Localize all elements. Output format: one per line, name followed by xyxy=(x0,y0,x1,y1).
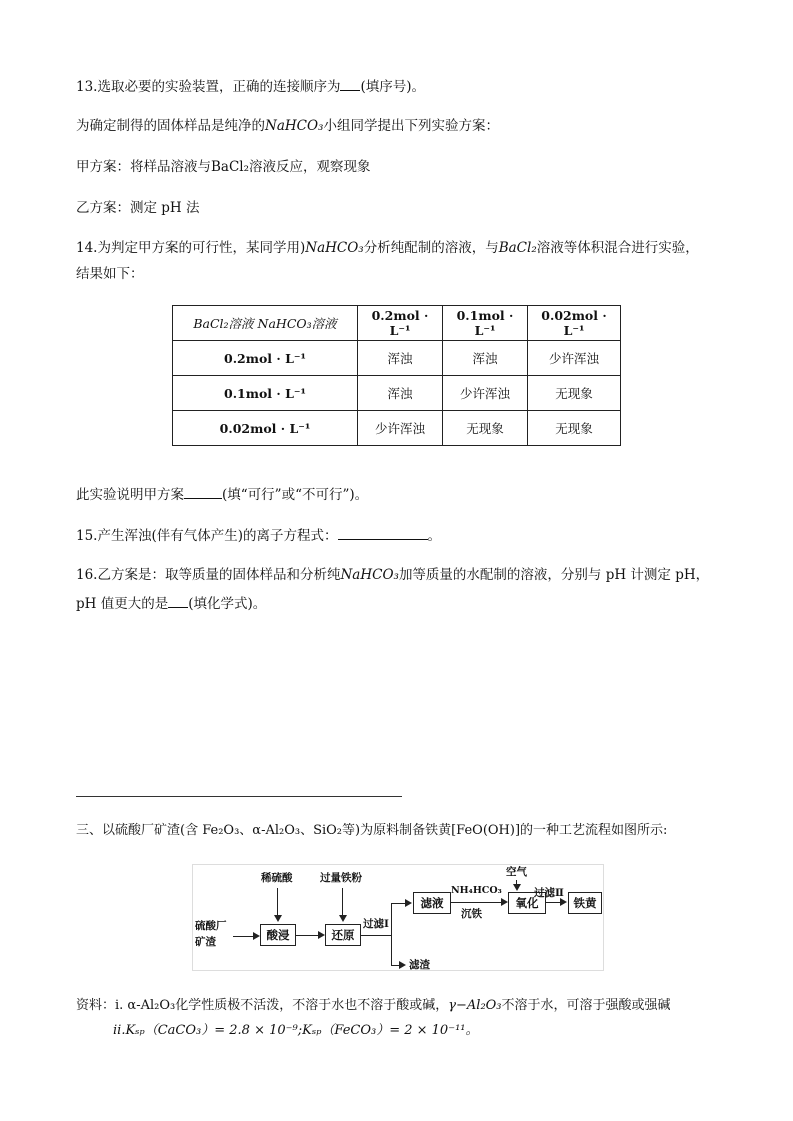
answer-blank xyxy=(168,593,188,608)
section-separator xyxy=(76,796,402,797)
q16-line2-text-b: (填化学式)。 xyxy=(188,596,267,612)
reagent-label-3: NH₄HCO₃ xyxy=(451,885,502,896)
residue-label: 滤渣 xyxy=(409,959,430,971)
table-cell: 少许浑浊 xyxy=(358,411,443,446)
arrow-head xyxy=(560,898,567,906)
row-label: 0.2mol · L⁻¹ xyxy=(173,341,358,376)
arrow-line xyxy=(451,902,503,903)
input-label-1: 硫酸厂 xyxy=(195,920,227,932)
reagent-label-1: 稀硫酸 xyxy=(261,872,293,884)
info-line-1 xyxy=(76,997,671,1015)
step-reduction: 还原 xyxy=(325,924,361,946)
table-cell: 无现象 xyxy=(528,411,621,446)
results-table xyxy=(172,305,621,446)
col-header: 0.1mol · L⁻¹ xyxy=(443,306,528,341)
q14-formula: NaHCO₃ xyxy=(305,240,364,256)
q16-text-b: 加等质量的水配制的溶液，分别与 pH 计测定 pH， xyxy=(398,567,710,583)
row-label: 0.02mol · L⁻¹ xyxy=(173,411,358,446)
intro-formula: NaHCO₃ xyxy=(265,118,324,134)
input-label-2: 矿渣 xyxy=(195,936,216,948)
plan-b: 乙方案：测定 pH 法 xyxy=(76,200,200,216)
q15-text-b: 。 xyxy=(427,528,442,544)
table-corner-cell xyxy=(173,306,358,341)
arrow-line xyxy=(361,935,391,936)
arrow-line xyxy=(342,888,343,917)
arrow-line xyxy=(296,935,320,936)
info-line-2: ii.Kₛₚ（CaCO₃）= 2.8 × 10⁻⁹;Kₛₚ（FeCO₃）= 2 × 10⁻¹¹。 xyxy=(113,1023,479,1038)
arrow-head xyxy=(513,884,521,891)
q14-text-c: 溶液等体积混合进行实验， xyxy=(536,240,699,256)
table-cell: 少许浑浊 xyxy=(528,341,621,376)
table-row xyxy=(173,411,621,446)
conclusion-text-a: 此实验说明甲方案 xyxy=(76,487,184,503)
arrow-line xyxy=(233,936,255,937)
answer-blank xyxy=(338,525,428,540)
q13-text-b: (填序号)。 xyxy=(360,79,426,95)
q13-text-a: 13.选取必要的实验装置，正确的连接顺序为 xyxy=(76,79,341,95)
step-filtrate: 滤液 xyxy=(413,892,451,914)
arrow-line xyxy=(277,888,278,917)
answer-blank xyxy=(184,484,222,499)
table-cell: 浑浊 xyxy=(358,376,443,411)
table-cell: 浑浊 xyxy=(443,341,528,376)
answer-blank xyxy=(340,76,360,91)
table-cell: 无现象 xyxy=(443,411,528,446)
arrow-head xyxy=(405,899,412,907)
table-header-row xyxy=(173,306,621,341)
step-product: 铁黄 xyxy=(568,892,602,914)
question-13 xyxy=(76,76,425,96)
info-text-b: 不溶于水，可溶于强酸或强碱 xyxy=(501,998,671,1013)
col-header: 0.02mol · L⁻¹ xyxy=(528,306,621,341)
question-16-line1 xyxy=(76,566,709,584)
row-label: 0.1mol · L⁻¹ xyxy=(173,376,358,411)
reagent-action-label: 沉铁 xyxy=(461,908,482,920)
corner-bacl2: BaCl₂溶液 xyxy=(193,316,254,331)
col-header: 0.2mol · L⁻¹ xyxy=(358,306,443,341)
question-14-line2: 结果如下： xyxy=(76,266,144,282)
question-15 xyxy=(76,525,441,545)
table-cell: 无现象 xyxy=(528,376,621,411)
corner-nahco3: NaHCO₃溶液 xyxy=(257,316,337,331)
step-oxidation: 氧化 xyxy=(508,892,546,914)
q16-text-a: 16.乙方案是：取等质量的固体样品和分析纯 xyxy=(76,567,341,583)
q14-text-a: 14.为判定甲方案的可行性，某同学用) xyxy=(76,240,306,256)
arrow-head xyxy=(399,961,406,969)
section-3-intro: 三、以硫酸厂矿渣(含 Fe₂O₃、α-Al₂O₃、SiO₂等)为原料制备铁黄[FeO(OH)]的一种工艺流程如图所示: xyxy=(76,823,668,838)
branch-line xyxy=(391,903,392,965)
table-row xyxy=(173,376,621,411)
q14-formula2: BaCl₂ xyxy=(498,240,537,256)
filter-2-label: 过滤Ⅱ xyxy=(534,887,564,899)
q16-formula: NaHCO₃ xyxy=(340,567,399,583)
info-formula: γ−Al₂O₃ xyxy=(448,998,502,1013)
table-row xyxy=(173,341,621,376)
table-cell: 少许浑浊 xyxy=(443,376,528,411)
step-acid-leach: 酸浸 xyxy=(260,924,296,946)
filter-1-label: 过滤Ⅰ xyxy=(363,918,389,930)
info-text-a: 资料：i. α-Al₂O₃化学性质极不活泼，不溶于水也不溶于酸或碱， xyxy=(76,998,449,1013)
arrow-head xyxy=(274,915,282,922)
intro-text-b: 小组同学提出下列实验方案： xyxy=(323,118,499,134)
question-14-line1 xyxy=(76,239,699,257)
conclusion-text-b: (填“可行”或“不可行”)。 xyxy=(222,487,369,503)
arrow-head xyxy=(318,931,325,939)
intro-paragraph xyxy=(76,117,499,135)
arrow-head xyxy=(501,898,508,906)
reagent-label-2: 过量铁粉 xyxy=(320,872,362,884)
q14-text-b: 分析纯配制的溶液，与 xyxy=(363,240,499,256)
air-label: 空气 xyxy=(506,866,527,878)
arrow-head xyxy=(253,932,260,940)
q16-line2-text-a: pH 值更大的是 xyxy=(76,596,169,612)
arrow-head xyxy=(339,915,347,922)
conclusion-line xyxy=(76,484,368,504)
plan-a: 甲方案：将样品溶液与BaCl₂溶液反应，观察现象 xyxy=(76,159,371,175)
table-cell: 浑浊 xyxy=(358,341,443,376)
q15-text-a: 15.产生浑浊(伴有气体产生)的离子方程式： xyxy=(76,528,338,544)
process-flowchart xyxy=(192,864,604,971)
intro-text-a: 为确定制得的固体样品是纯净的 xyxy=(76,118,265,134)
question-16-line2 xyxy=(76,593,266,613)
